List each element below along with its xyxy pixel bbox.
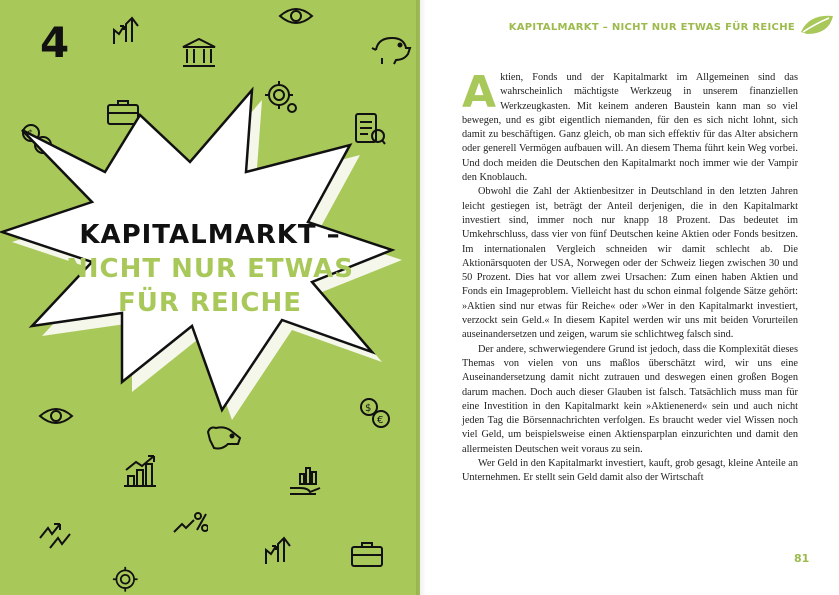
bear-icon — [204, 424, 244, 454]
paragraph-4: Wer Geld in den Kapitalmarkt investiert, kauft, grob gesagt, kleine Anteile an Unternehmen. Er stellt sein Geld damit also der Wirtschaft — [462, 458, 798, 484]
paragraph-1 — [462, 67, 798, 185]
chart-up-arrows-icon — [262, 534, 292, 568]
paragraph-1-text: ktien, Fonds und der Kapitalmarkt im Allgemeinen sind das wahrscheinlich mächtigste Werkzeug in unserem finanziellen Werkzeugkasten. Mit keinem anderen Baustein kann man so viel bewegen, und es gibt eigentlich niemanden, für den es sich nicht lohnt, sich damit zu beschäftigen. Ganz gleich, ob man sich effektiv für das Alter absichern oder generell Vermögen aufbauen will. An diesem Thema führt kein Weg vorbei. Und doch meiden die Deutschen den Kapitalmarkt noch immer wie der Vampir den Knoblauch. — [462, 72, 798, 184]
eye-icon — [38, 404, 74, 428]
bar-chart-icon — [122, 454, 158, 488]
zigzag-arrows-icon — [36, 518, 72, 554]
paragraph-2: Obwohl die Zahl der Aktienbesitzer in Deutschland in den letzten Jahren leicht gestiegen ist, beträgt der Anteil derjenigen, die in den Kapitalmarkt investiert sind, immer noch nur knapp 18 Prozent. Das bedeutet im Umkehrschluss, dass vier von fünf Deutschen keine Aktien oder Fonds besitzen. Im internationalen Vergleich schneiden wir damit schlecht ab. Die Aktionärsquoten der USA, Norwegen oder der Schweiz liegen zwischen 30 und 50 Prozent. Dies hat vor allem zwei Ursachen: Zum einen haben Aktien und Fonds ein Imageproblem. Vielleicht hast du schon einmal folgende Sätze gehört: »Aktien sind nur etwas für Reiche« oder »Wer in den Kapitalmarkt investiert, verzockt sein Geld.« In diesem Kapitel werden wir uns mit beiden Vorurteilen auseinandersetzen und zeigen, warum sie schlichtweg falsch sind. — [462, 186, 798, 341]
body-text — [462, 67, 798, 486]
svg-text:€: € — [377, 415, 384, 426]
leaf-icon — [799, 12, 835, 38]
svg-text:$: $ — [365, 403, 372, 414]
chapter-number: 4 — [40, 18, 70, 67]
percent-arrow-icon — [172, 510, 208, 536]
page-gutter — [416, 0, 426, 595]
chapter-title-line3: FÜR REICHE — [117, 288, 302, 318]
briefcase-icon — [350, 540, 384, 568]
chapter-title — [60, 218, 360, 320]
page-number: 81 — [794, 552, 810, 565]
drop-cap: A — [462, 67, 497, 118]
paragraph-3: Der andere, schwerwiegendere Grund ist jedoch, dass die Komplexität dieses Themas von vielen von uns maßlos überschätzt wird, wir uns eine Auseinandersetzung damit nicht zutrauen und deswegen einen großen Bogen darum machen. Doch auch dieser Glauben ist falsch. Tatsächlich muss man für eine Investition in den Kapitalmarkt kein »Aktienenerd« sein und auch nicht jeden Tag die Börsennachrichten verfolgen. Es braucht weder viel Wissen noch viel Geld, um beispielsweise einen Aktiensparplan einzurichten und damit den allermeisten Deutschen weit voraus zu sein. — [462, 343, 798, 455]
chapter-title-line2: NICHT NUR ETWAS — [66, 254, 354, 284]
hand-chart-icon — [288, 466, 324, 498]
currency-exchange-icon — [358, 396, 392, 430]
running-header: KAPITALMARKT – NICHT NUR ETWAS FÜR REICHE — [508, 22, 795, 33]
chapter-title-line1: KAPITALMARKT – — [79, 220, 341, 250]
gear-dollar-icon — [110, 566, 144, 595]
